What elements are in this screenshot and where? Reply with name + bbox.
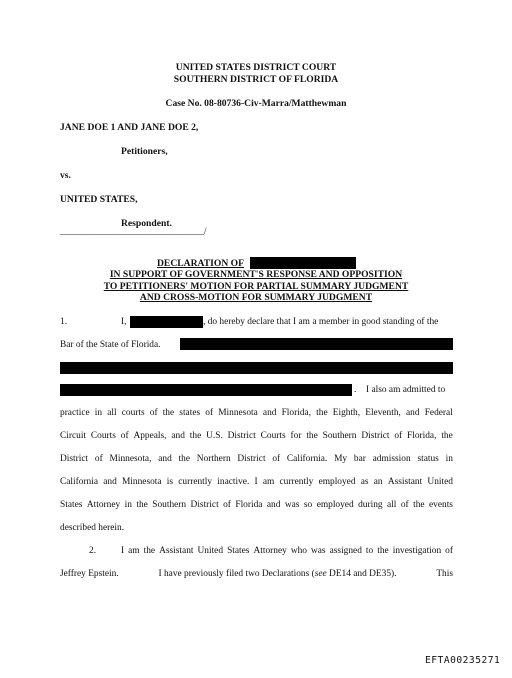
word: District [190,500,219,510]
word: employed [318,477,356,487]
paragraph-2-line2-b-text: I have previously filed two Declarations ( [158,569,315,579]
paragraph-1-line3 [60,454,453,464]
word: am [262,477,275,487]
word: events [429,500,453,510]
word: the [136,500,148,510]
word: the [162,408,175,418]
paragraph-1-after-name: , do hereby declare that I am a member in good standing of the [203,317,439,327]
word: currently [178,477,213,487]
word: District [60,454,89,464]
word: Minnesota [121,477,162,487]
word: of [205,408,214,418]
word: Circuit [60,431,87,441]
word: am [128,546,140,556]
word: admission [372,454,411,464]
word: Appeals, [133,431,167,441]
word: assigned [329,546,362,556]
word: of [149,408,158,418]
word: California. [286,454,328,464]
word: of [223,500,231,510]
word: and [171,431,185,441]
word: Attorney [253,546,287,556]
word: I [121,546,125,556]
word: the [441,431,453,441]
word: Attorney [86,500,121,510]
redaction-block [60,362,453,374]
paragraph-1-line5 [60,500,453,510]
redaction-block [130,316,203,328]
see-italic: see [314,569,327,579]
word: investigation [392,546,442,556]
word: and [262,408,277,418]
word: who [290,546,307,556]
paragraph-1-line2 [60,431,453,441]
word: bar [353,454,366,464]
word: of [400,500,409,510]
word: Northern [196,454,231,464]
word: Eleventh, [365,408,401,418]
word: States [227,546,250,556]
paragraph-2-line2 [60,569,453,579]
redaction-block [60,384,352,396]
word: I [254,477,258,487]
word: California [60,477,99,487]
title-line1: DECLARATION OF [157,258,244,269]
word: practice [60,408,90,418]
petitioners-names: JANE DOE 1 AND JANE DOE 2, [60,122,199,133]
word: of [94,454,103,464]
paragraph-1-lead: I, [121,317,127,327]
versus-label: vs. [60,170,71,181]
paragraph-2-line1 [121,546,453,556]
word: was [284,500,300,510]
word: in [445,454,453,464]
word: Assistant [387,477,423,487]
word: and [103,477,117,487]
redaction-block [250,257,356,269]
word: District [237,454,266,464]
paragraph-2-line2-c: DE14 and DE35). [326,569,397,579]
word: Florida [235,500,263,510]
word: District [227,431,256,441]
word: the [178,454,191,464]
word: the [306,431,318,441]
paragraph-2-line2-a: Jeffrey Epstein. [60,569,119,579]
word: States [60,500,83,510]
redaction-block [180,338,453,350]
word: Federal [424,408,453,418]
word: currently [279,477,314,487]
word: and [406,408,420,418]
word: Eighth, [332,408,361,418]
word: all [107,408,117,418]
word: courts [121,408,145,418]
word: of [394,431,403,441]
word: was [311,546,326,556]
petitioners-label: Petitioners, [121,146,168,157]
word: Southern [322,431,357,441]
paragraph-1-line6: described herein. [60,523,125,533]
paragraph-1-also: I also am admitted to [366,385,446,395]
word: U.S. [206,431,223,441]
word: Courts [90,431,116,441]
word: Minnesota [218,408,258,418]
word: the [189,431,202,441]
paragraph-1-bar: Bar of the State of Florida. [60,340,161,350]
word: United [427,477,453,487]
court-name-line2: SOUTHERN DISTRICT OF FLORIDA [173,74,339,85]
period-mark: . [354,385,357,395]
word: of [272,454,281,464]
paragraph-2-number: 2. [89,546,97,556]
word: Southern [152,500,187,510]
word: Florida, [281,408,312,418]
respondent-name: UNITED STATES, [60,194,138,205]
word: an [373,477,383,487]
word: employed [316,500,354,510]
paragraph-1-number: 1. [60,317,68,327]
title-line3: TO PETITIONERS' MOTION FOR PARTIAL SUMMARY JUDGMENT [103,281,409,292]
word: is [166,477,174,487]
word: the [413,500,425,510]
word: all [387,500,397,510]
word: states [179,408,201,418]
word: and [266,500,281,510]
paragraph-1-line4 [60,477,453,487]
caption-signature-line: ______________________________/ [60,226,207,237]
word: in [94,408,103,418]
word: status [417,454,439,464]
word: the [143,546,156,556]
word: United [197,546,224,556]
word: the [316,408,328,418]
word: inactive. [217,477,250,487]
document-id: EFTA00235271 [425,655,501,666]
word: Courts [260,431,286,441]
word: so [303,500,313,510]
word: My [334,454,348,464]
word: Florida, [407,431,437,441]
paragraph-2-line2-d: This [436,569,453,579]
word: to [365,546,374,556]
court-name-line1: UNITED STATES DISTRICT COURT [175,62,337,73]
word: District [361,431,390,441]
word: during [358,500,383,510]
paragraph-1-line1 [60,408,453,418]
word: for [290,431,302,441]
word: Assistant [159,546,194,556]
paragraph-2-line2-b [159,569,397,579]
word: the [377,546,389,556]
word: of [120,431,129,441]
word: and [158,454,172,464]
word: in [124,500,132,510]
word: of [445,546,453,556]
word: Minnesota, [109,454,152,464]
word: as [360,477,369,487]
respondent-label: Respondent. [121,218,172,229]
case-number: Case No. 08-80736-Civ-Marra/Matthewman [165,98,347,109]
title-line2: IN SUPPORT OF GOVERNMENT'S RESPONSE AND OPPOSITION [109,269,403,280]
title-line4: AND CROSS-MOTION FOR SUMMARY JUDGMENT [139,292,373,303]
